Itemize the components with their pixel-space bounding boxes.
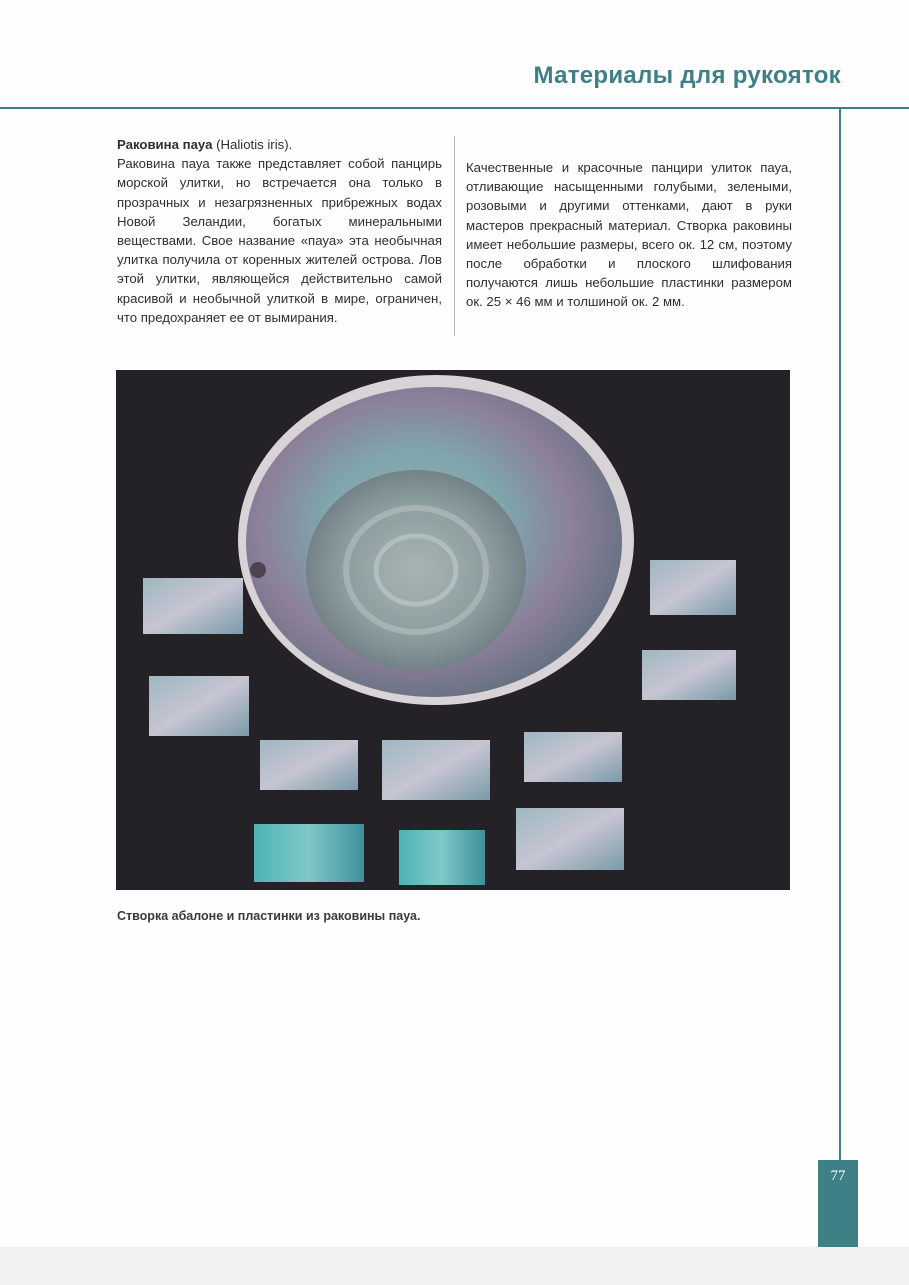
right-paragraph: Качественные и красочные панцири улиток пауа, отливающие насыщенными голубыми, зелеными, розовыми и другими оттенками, дают в руки мастеров прекрасный материал. Створка раковины имеет небольшие размеры, всего ок. 12 см, поэтому после обработки и плоского шлифования получаются лишь небольшие пластинки размером ок. 25 × 46 мм и толшиной ок. 2 мм. — [466, 160, 792, 310]
chapter-title: Материалы для рукояток — [533, 62, 841, 89]
right-text-column — [466, 158, 792, 312]
paua-plate — [650, 560, 736, 615]
left-text-column — [117, 135, 442, 327]
paua-plate — [524, 732, 622, 782]
abalone-photo-illustration — [116, 370, 790, 890]
figure-caption: Створка абалоне и пластинки из раковины пауа. — [117, 909, 421, 923]
paua-plate — [516, 808, 624, 870]
paua-plate — [254, 824, 364, 882]
scan-bottom-edge — [0, 1247, 909, 1285]
column-divider — [454, 136, 455, 336]
right-margin-rule — [839, 108, 841, 1168]
section-heading: Раковина пауа — [117, 137, 213, 152]
section-heading-latin: (Haliotis iris). — [212, 137, 293, 152]
left-paragraph: Раковина пауа также представляет собой панцирь морской улитки, но встречается она только в прозрачных и незагрязненных прибрежных водах Новой Зеландии, богатых минеральными веществами. Свое название «пауа» эта необычная улитка получила от коренных жителей острова. Лов этой улитки, являющейся действительно самой красивой и необычной улиткой в мире, ограничен, что предохраняет ее от вымирания. — [117, 156, 442, 325]
paua-plate — [642, 650, 736, 700]
paua-plate — [382, 740, 490, 800]
paua-plate — [149, 676, 249, 736]
header-rule — [0, 107, 909, 109]
paua-plate — [143, 578, 243, 634]
paua-plate — [260, 740, 358, 790]
abalone-photo — [116, 370, 790, 890]
paua-plate — [399, 830, 485, 885]
page-number: 77 — [830, 1168, 846, 1184]
shell-center — [306, 470, 526, 670]
